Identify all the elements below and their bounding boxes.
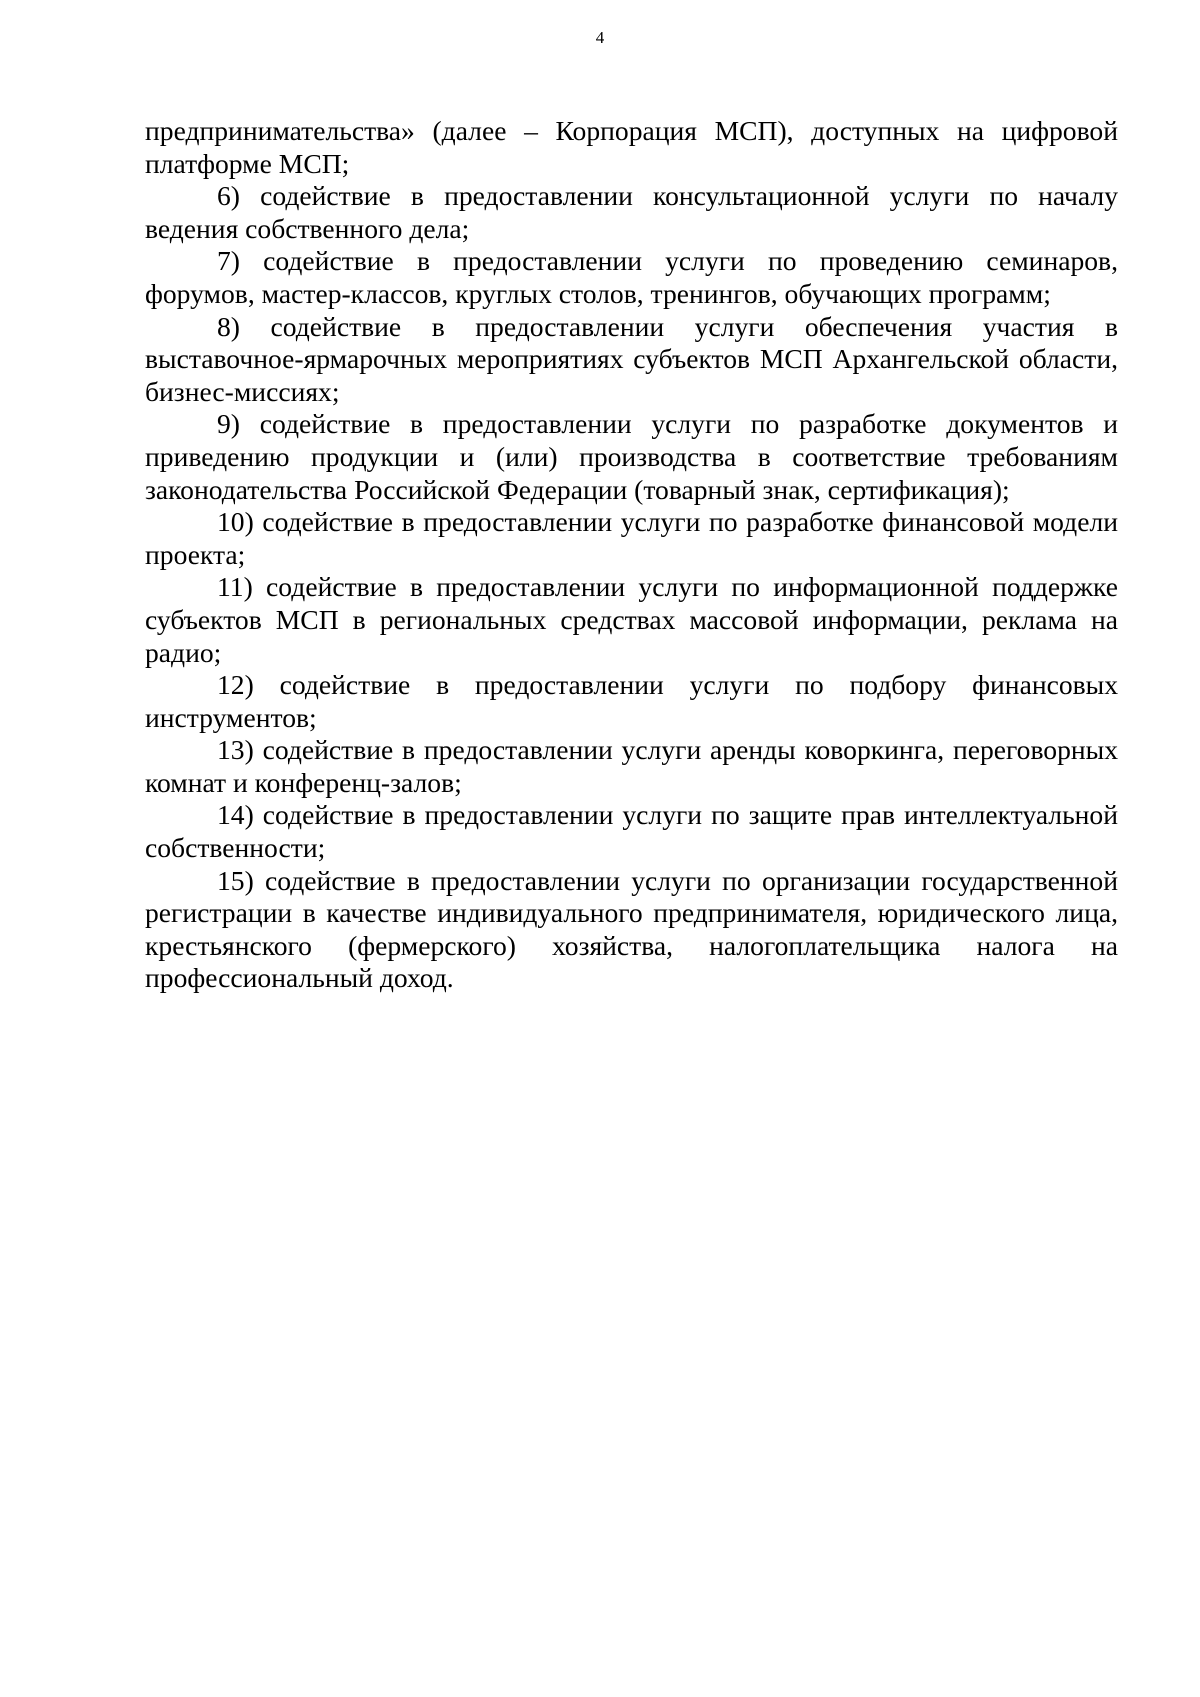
list-item-8: 8) содействие в предоставлении услуги обеспечения участия в выставочное-ярмарочных мероприятиях субъектов МСП Архангельской области, бизнес-миссиях;	[145, 310, 1118, 407]
paragraph-continuation: предпринимательства» (далее – Корпорация МСП), доступных на цифровой платформе МСП;	[145, 115, 1118, 179]
page-number: 4	[595, 28, 605, 47]
list-item-14: 14) содействие в предоставлении услуги по защите прав интеллектуальной собственности;	[145, 799, 1118, 864]
list-item-7: 7) содействие в предоставлении услуги по проведению семинаров, форумов, мастер-классов, круглых столов, тренингов, обучающих программ;	[145, 245, 1118, 309]
list-item-9: 9) содействие в предоставлении услуги по разработке документов и приведению продукции и (или) производства в соответствие требованиям законодательства Российской Федерации (товарный знак, сертификация);	[145, 408, 1118, 505]
list-item-11: 11) содействие в предоставлении услуги по информационной поддержке субъектов МСП в региональных средствах массовой информации, реклама на радио;	[145, 571, 1118, 668]
list-item-6: 6) содействие в предоставлении консультационной услуги по началу ведения собственного дела;	[145, 180, 1118, 244]
list-item-15: 15) содействие в предоставлении услуги по организации государственной регистрации в качестве индивидуального предпринимателя, юридического лица, крестьянского (фермерского) хозяйства, налогоплательщика налога на профессиональный доход.	[145, 864, 1118, 994]
list-item-10: 10) содействие в предоставлении услуги по разработке финансовой модели проекта;	[145, 506, 1118, 570]
list-item-12: 12) содействие в предоставлении услуги по подбору финансовых инструментов;	[145, 669, 1118, 733]
document-body	[145, 115, 1118, 995]
list-item-13: 13) содействие в предоставлении услуги аренды коворкинга, переговорных комнат и конференц-залов;	[145, 734, 1118, 798]
